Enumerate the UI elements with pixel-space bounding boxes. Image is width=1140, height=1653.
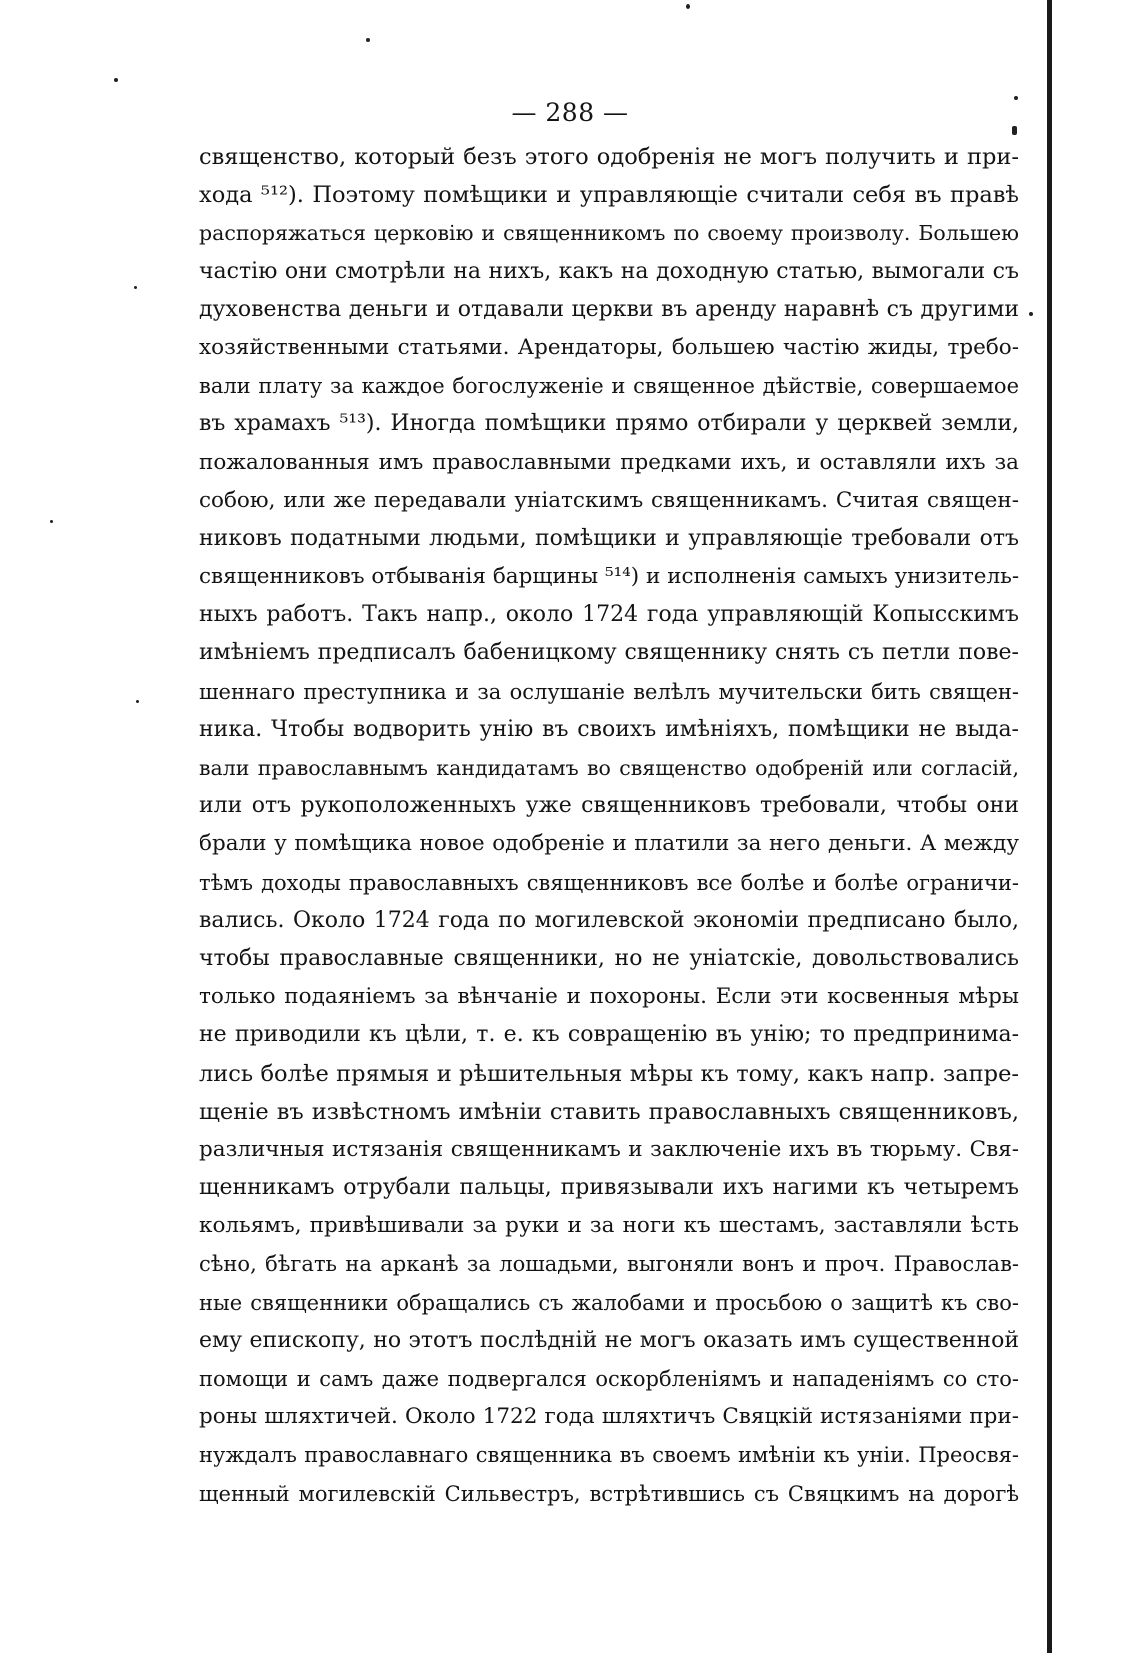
text-line: хозяйственными статьями. Арендаторы, большею частію жиды, требо- xyxy=(199,334,1019,360)
text-line: ныхъ работъ. Такъ напр., около 1724 года управляющій Копысскимъ xyxy=(199,602,1019,628)
text-line: щенникамъ отрубали пальцы, привязывали ихъ нагими къ четыремъ xyxy=(199,1175,1019,1201)
text-line: имѣніемъ предписалъ бабеницкому священнику снять съ петли пове- xyxy=(199,640,1019,666)
text-line: щенный могилевскій Сильвестръ, встрѣтившись съ Свяцкимъ на дорогѣ xyxy=(199,1481,1019,1506)
text-line: ника. Чтобы водворить унію въ своихъ имѣніяхъ, помѣщики не выда- xyxy=(199,716,1019,742)
text-line: частію они смотрѣли на нихъ, какъ на доходную статью, вымогали съ xyxy=(199,258,1019,284)
text-line: ему епископу, но этотъ послѣдній не могъ оказать имъ существенной xyxy=(199,1327,1019,1353)
text-line: хода ⁵¹²). Поэтому помѣщики и управляющіе считали себя въ правѣ xyxy=(199,182,1019,209)
text-line: помощи и самъ даже подвергался оскорбленіямъ и нападеніямъ со сто- xyxy=(199,1367,1019,1391)
text-line: вали плату за каждое богослуженіе и священное дѣйствіе, совершаемое xyxy=(199,374,1019,399)
text-line: вались. Около 1724 года по могилевской экономіи предписано было, xyxy=(199,907,1019,933)
scan-speck xyxy=(1014,96,1018,100)
text-line: брали у помѣщика новое одобреніе и платили за него деньги. А между xyxy=(199,831,1019,857)
scan-edge-rule xyxy=(1047,0,1052,1653)
scan-speck xyxy=(366,38,370,42)
text-line: ные священники обращались съ жалобами и просьбою о защитѣ къ сво- xyxy=(199,1290,1019,1315)
text-line: не приводили къ цѣли, т. е. къ совращенію въ унію; то предпринима- xyxy=(199,1022,1019,1048)
text-line: въ храмахъ ⁵¹³). Иногда помѣщики прямо отбирали у церквей земли, xyxy=(199,411,1019,437)
page-number: — 288 — xyxy=(511,98,629,127)
text-line: собою, или же передавали уніатскимъ священникамъ. Считая священ- xyxy=(199,487,1019,513)
text-line: или отъ рукоположенныхъ уже священниковъ требовали, чтобы они xyxy=(199,793,1019,819)
scan-speck xyxy=(114,78,118,82)
text-line: никовъ податными людьми, помѣщики и управляющіе требовали отъ xyxy=(199,525,1019,551)
text-line: священниковъ отбыванія барщины ⁵¹⁴) и исполненія самыхъ унизитель- xyxy=(199,564,1019,590)
text-line: лись болѣе прямыя и рѣшительныя мѣры къ тому, какъ напр. запре- xyxy=(199,1060,1019,1087)
text-line: пожалованныя имъ православными предками ихъ, и оставляли ихъ за xyxy=(199,449,1019,475)
scan-speck xyxy=(50,520,53,523)
text-line: кольямъ, привѣшивали за руки и за ноги къ шестамъ, заставляли ѣсть xyxy=(199,1213,1019,1239)
scan-speck xyxy=(136,700,139,703)
text-line: щеніе въ извѣстномъ имѣніи ставить православныхъ священниковъ, xyxy=(199,1098,1019,1125)
text-line: нуждалъ православнаго священника въ своемъ имѣніи къ уніи. Преосвя- xyxy=(199,1443,1019,1468)
text-line: духовенства деньги и отдавали церкви въ аренду наравнѣ съ другими xyxy=(199,296,1019,322)
text-line: священство, который безъ этого одобренія не могъ получить и при- xyxy=(199,144,1019,170)
text-line: различныя истязанія священникамъ и заключеніе ихъ въ тюрьму. Свя- xyxy=(199,1136,1019,1162)
scan-speck xyxy=(1029,312,1033,316)
scan-speck xyxy=(1012,126,1017,135)
text-line: чтобы православные священники, но не уніатскіе, довольствовались xyxy=(199,945,1019,971)
text-line: роны шляхтичей. Около 1722 года шляхтичъ Свяцкій истязаніями при- xyxy=(199,1404,1019,1430)
text-line: тѣмъ доходы православныхъ священниковъ все болѣе и болѣе ограничи- xyxy=(199,870,1019,895)
body-text xyxy=(199,138,1019,1513)
scan-speck xyxy=(686,4,690,9)
text-line: шеннаго преступника и за ослушаніе велѣлъ мучительски бить священ- xyxy=(199,679,1019,704)
text-line: сѣно, бѣгать на арканѣ за лошадьми, выгоняли вонъ и проч. Православ- xyxy=(199,1252,1019,1277)
text-line: распоряжаться церковію и священникомъ по своему произволу. Большею xyxy=(199,221,1019,246)
text-line: вали православнымъ кандидатамъ во священство одобреній или согласій, xyxy=(199,756,1019,780)
text-line: только подаяніемъ за вѣнчаніе и похороны. Если эти косвенныя мѣры xyxy=(199,984,1019,1010)
scan-speck xyxy=(134,286,137,289)
